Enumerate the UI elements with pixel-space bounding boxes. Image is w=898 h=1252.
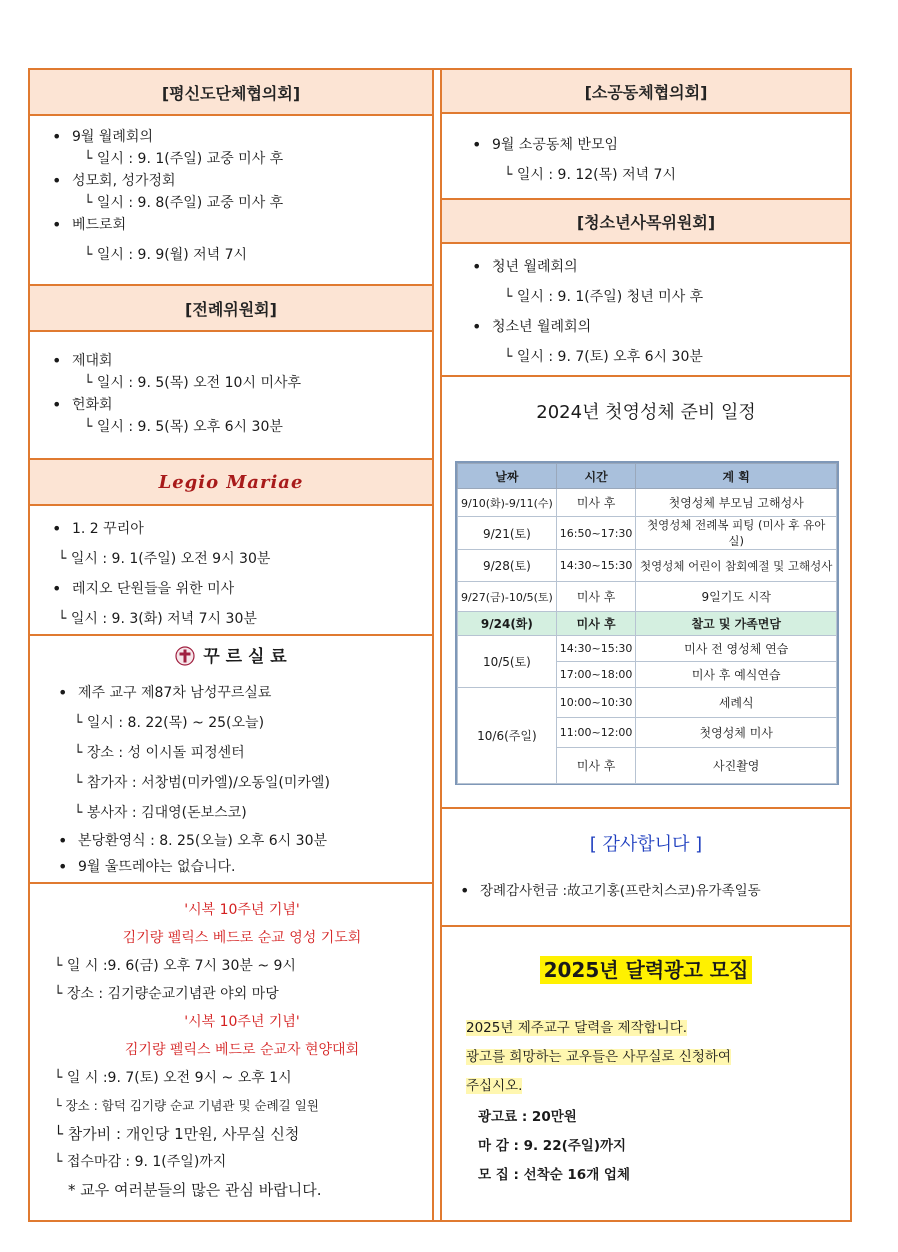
pyeongsin-section xyxy=(48,126,428,266)
divider xyxy=(442,375,850,377)
youth-header xyxy=(442,200,850,242)
memorial-detail: └ 접수마감 : 9. 1(주일)까지 xyxy=(54,1154,227,1170)
cell-plan: 세례식 xyxy=(636,688,837,718)
cell-plan: 첫영성체 어린이 참회예절 및 고해성사 xyxy=(636,550,837,582)
cell-date: 10/6(주일) xyxy=(458,688,557,784)
list-detail: └ 일시 : 9. 1(주일) 오전 9시 30분 xyxy=(58,551,271,567)
list-item: • 베드로회 xyxy=(48,214,428,236)
legio-title: Legio Mariae xyxy=(158,471,304,493)
cell-time: 미사 후 xyxy=(556,489,636,517)
list-detail: └ 일시 : 9. 8(주일) 교중 미사 후 xyxy=(84,195,284,211)
liturgy-title: [전례위원회] xyxy=(185,299,277,319)
calendar-line: 주십시오. xyxy=(466,1078,523,1094)
divider xyxy=(442,807,850,809)
cell-plan: 첫영성체 미사 xyxy=(636,718,837,748)
calendar-deadline: 마 감 : 9. 22(주일)까지 xyxy=(478,1138,627,1154)
memorial-detail: └ 장소 : 함덕 김기량 순교 기념관 및 순례길 일원 xyxy=(54,1098,319,1113)
list-detail: └ 일시 : 9. 5(목) 오전 10시 미사후 xyxy=(84,375,302,391)
list-detail: └ 일시 : 9. 1(주일) 교중 미사 후 xyxy=(84,151,284,167)
table-row xyxy=(458,550,837,582)
cell-time: 16:50~17:30 xyxy=(556,517,636,550)
cell-time: 미사 후 xyxy=(556,582,636,612)
divider xyxy=(30,882,432,884)
cell-plan: 미사 전 영성체 연습 xyxy=(636,636,837,662)
list-item: • 청년 월례회의 xyxy=(468,252,838,282)
list-item: • 제대회 xyxy=(48,350,428,372)
cursillo-cross-icon xyxy=(175,646,195,666)
thanks-section xyxy=(456,880,846,902)
memorial-tag: '시복 10주년 기념' xyxy=(184,902,300,918)
pyeongsin-header xyxy=(30,70,432,114)
cell-date: 9/24(화) xyxy=(458,612,557,636)
list-detail: └ 일시 : 9. 7(토) 오후 6시 30분 xyxy=(504,349,703,365)
communion-title: 2024년 첫영성체 준비 일정 xyxy=(536,402,756,423)
list-detail: └ 일시 : 9. 5(목) 오후 6시 30분 xyxy=(84,419,283,435)
memorial-detail: └ 장소 : 김기량순교기념관 야외 마당 xyxy=(54,986,279,1002)
cell-plan: 첫영성체 부모님 고해성사 xyxy=(636,489,837,517)
list-detail: └ 일시 : 9. 9(월) 저녁 7시 xyxy=(84,247,248,263)
col-header-date: 날짜 xyxy=(458,464,557,489)
memorial-title: 김기량 펠릭스 베드로 순교 영성 기도회 xyxy=(122,930,362,946)
calendar-recruit: 모 집 : 선착순 16개 업체 xyxy=(478,1167,631,1183)
calendar-fee: 광고료 : 20만원 xyxy=(478,1109,577,1125)
list-item: • 1. 2 꾸리아 xyxy=(48,514,428,544)
community-title: [소공동체협의회] xyxy=(584,82,708,102)
thanks-title: [ 감사합니다 ] xyxy=(589,834,703,855)
list-item: • 9월 울뜨레야는 없습니다. xyxy=(54,854,430,880)
communion-schedule-table xyxy=(455,461,839,785)
calendar-heading xyxy=(442,956,850,987)
pyeongsin-title: [평신도단체협의회] xyxy=(161,83,301,103)
table-row xyxy=(458,582,837,612)
cell-time: 미사 후 xyxy=(556,748,636,784)
divider xyxy=(30,114,432,116)
liturgy-section xyxy=(48,350,428,438)
liturgy-header xyxy=(30,286,432,330)
divider xyxy=(442,242,850,244)
youth-title: [청소년사목위원회] xyxy=(576,212,716,232)
list-item: • 제주 교구 제87차 남성꾸르실료 xyxy=(54,678,430,708)
memorial-detail: └ 일 시 :9. 7(토) 오전 9시 ~ 오후 1시 xyxy=(54,1070,292,1086)
list-item: • 장례감사헌금 :故고기홍(프란치스코)유가족일동 xyxy=(456,880,846,902)
cell-date: 9/10(화)-9/11(수) xyxy=(458,489,557,517)
cursillo-heading xyxy=(30,646,432,668)
table-row xyxy=(458,489,837,517)
cell-plan: 첫영성체 전례복 피팅 (미사 후 유아실) xyxy=(636,517,837,550)
table-row xyxy=(458,517,837,550)
column-divider-left xyxy=(432,68,434,1220)
calendar-line: 광고를 희망하는 교우들은 사무실로 신청하여 xyxy=(466,1049,731,1065)
memorial-detail: └ 일 시 :9. 6(금) 오후 7시 30분 ~ 9시 xyxy=(54,958,296,974)
col-header-plan: 계 획 xyxy=(636,464,837,489)
list-item: • 9월 월례회의 xyxy=(48,126,428,148)
divider xyxy=(30,634,432,636)
youth-section xyxy=(468,252,838,372)
table-row xyxy=(458,636,837,662)
memorial-title: 김기량 펠릭스 베드로 순교자 현양대회 xyxy=(124,1042,360,1058)
community-section xyxy=(468,130,838,190)
list-detail: └ 장소 : 성 이시돌 피정센터 xyxy=(74,745,245,761)
cell-time: 11:00~12:00 xyxy=(556,718,636,748)
divider xyxy=(442,112,850,114)
divider xyxy=(30,504,432,506)
cell-date: 9/21(토) xyxy=(458,517,557,550)
memorial-section xyxy=(54,896,430,1204)
list-item: • 성모회, 성가정회 xyxy=(48,170,428,192)
cell-date: 9/27(금)-10/5(토) xyxy=(458,582,557,612)
list-detail: └ 일시 : 9. 1(주일) 청년 미사 후 xyxy=(504,289,704,305)
table-row-highlight xyxy=(458,612,837,636)
cell-plan: 9일기도 시작 xyxy=(636,582,837,612)
memorial-detail: └ 참가비 : 개인당 1만원, 사무실 신청 xyxy=(54,1125,300,1143)
legio-section xyxy=(48,514,428,634)
list-item: • 9월 소공동체 반모임 xyxy=(468,130,838,160)
cursillo-section xyxy=(54,678,430,880)
cell-time: 10:00~10:30 xyxy=(556,688,636,718)
table-row xyxy=(458,688,837,718)
cell-date: 9/28(토) xyxy=(458,550,557,582)
cell-time: 미사 후 xyxy=(556,612,636,636)
cell-time: 17:00~18:00 xyxy=(556,662,636,688)
list-detail: └ 봉사자 : 김대영(돈보스코) xyxy=(74,805,247,821)
calendar-section xyxy=(466,1014,836,1190)
community-header xyxy=(442,70,850,112)
cell-plan: 찰고 및 가족면담 xyxy=(636,612,837,636)
memorial-note: * 교우 여러분들의 많은 관심 바랍니다. xyxy=(68,1181,322,1199)
calendar-title: 2025년 달력광고 모집 xyxy=(540,956,753,984)
cell-date: 10/5(토) xyxy=(458,636,557,688)
cell-time: 14:30~15:30 xyxy=(556,636,636,662)
cell-plan: 사진촬영 xyxy=(636,748,837,784)
list-detail: └ 일시 : 8. 22(목) ~ 25(오늘) xyxy=(74,715,265,731)
calendar-line: 2025년 제주교구 달력을 제작합니다. xyxy=(466,1020,688,1036)
list-detail: └ 참가자 : 서창범(미카엘)/오동일(미카엘) xyxy=(74,775,330,791)
col-header-time: 시간 xyxy=(556,464,636,489)
list-item: • 레지오 단원들을 위한 미사 xyxy=(48,574,428,604)
list-item: • 본당환영식 : 8. 25(오늘) 오후 6시 30분 xyxy=(54,828,430,854)
divider xyxy=(442,925,850,927)
cursillo-title: 꾸 르 실 료 xyxy=(203,647,287,667)
list-item: • 청소년 월례회의 xyxy=(468,312,838,342)
cell-plan: 미사 후 예식연습 xyxy=(636,662,837,688)
list-detail: └ 일시 : 9. 3(화) 저녁 7시 30분 xyxy=(58,611,257,627)
divider xyxy=(30,330,432,332)
cell-time: 14:30~15:30 xyxy=(556,550,636,582)
list-detail: └ 일시 : 9. 12(목) 저녁 7시 xyxy=(504,167,676,183)
legio-header xyxy=(30,460,432,504)
memorial-tag: '시복 10주년 기념' xyxy=(184,1014,300,1030)
list-item: • 헌화회 xyxy=(48,394,428,416)
